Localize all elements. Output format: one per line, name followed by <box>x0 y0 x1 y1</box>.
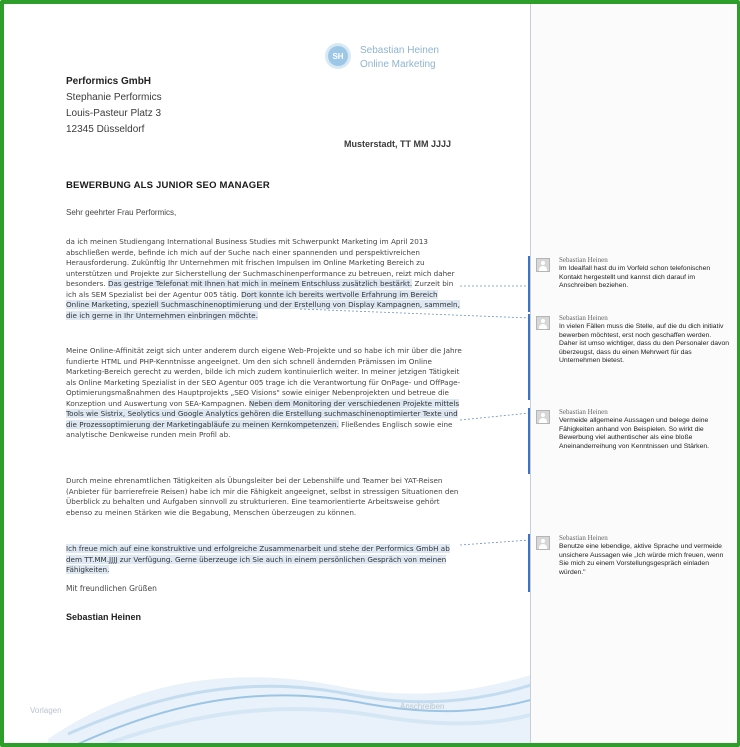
salutation: Sehr geehrter Frau Performics, <box>66 208 177 217</box>
comment-3[interactable] <box>534 408 734 474</box>
comment-text: In vielen Fällen muss die Stelle, auf die du dich initiativ bewerben möchtest, erst noch geschaffen werden. Daher ist umso wichtiger, dass du den Personaler davon überzeugst, dass du einen Mehrwert für das Unternehmen bietest. <box>559 323 730 365</box>
recipient-street: Louis-Pasteur Platz 3 <box>66 108 162 119</box>
letter-subject: BEWERBUNG ALS JUNIOR SEO MANAGER <box>66 180 270 191</box>
comment-1[interactable] <box>534 256 734 312</box>
highlighted-text-3[interactable]: Neben dem Monitoring der verschiedenen Projekte mittels Tools wie Sistrix, Seolytics und Google Analytics gehören die Erstellung suchmaschinenoptimierter Texte und die Prozessoptimierung der Marketingabläufe zu meinen Kernkompetenzen. <box>66 398 460 429</box>
paragraph-text: Zurzeit bin ich als SEM Spezialist bei der Agentur 005 tätig. <box>66 279 454 299</box>
paragraph-text: Durch meine ehrenamtlichen Tätigkeiten als Übungsleiter bei der Lebenshilfe und Teamer bei YAT-Reisen (Anbieter für barrierefreie Reisen) habe ich mir die Fähigkeit angeeignet, selbst in stressigen Situationen den Überblick zu behalten und Aufgaben sinnvoll zu strukturieren. Eine teamorientierte Arbeitsweise gehört ebenso zu meinen Stärken wie die Begabung, Menschen überzeugen zu können. <box>66 476 459 517</box>
comment-text: Im Idealfall hast du im Vorfeld schon telefonischen Kontakt hergestellt und kannst dich darauf im Anschreiben beziehen. <box>559 265 711 290</box>
comment-4[interactable] <box>534 534 734 592</box>
paragraph-text: da ich meinen Studiengang International Business Studies mit Schwerpunkt Marketing im April 2013 abschließen werde, befinde ich mich auf der Suche nach einer spannenden und perspektivreichen Herausforderung. Zukünftig Ihr Unternehmen mit frischen Impulsen im Online Marketing Bereich zu unterstützen und Projekte zur Sicherstellung der Suchmaschinenperformance zu betreuen, reizt mich daher besonders. <box>66 237 455 288</box>
avatar-icon <box>536 258 550 272</box>
recipient-person: Stephanie Performics <box>66 92 162 103</box>
comment-2[interactable] <box>534 314 734 400</box>
footer-right: Anschreiben <box>400 702 445 711</box>
footer-left: Vorlagen <box>30 706 62 715</box>
signature: Sebastian Heinen <box>66 612 142 622</box>
avatar-icon <box>536 410 550 424</box>
comment-bar <box>528 314 530 400</box>
paragraph-text: Meine Online-Affinität zeigt sich unter anderem durch eigene Web-Projekte und so habe ich mir über die Jahre fundierte HTML und PHP-Kenntnisse angeeignet. Um den sich schnell ändernden Prämissen im Online Marketing-Bereich gerecht zu werden, bilde ich mich zudem kontinuierlich weiter. In meiner jetzigen Tätigkeit als Online Marketing Spezialist in der SEO Agentur 005 trage ich die Verantwortung für OnPage- und OffPage-Optimierungsmaßnahmen des Hauptprojekts „SEO Visions" sowie einiger Nebenprojekten und betreue die Konzeption und Auswertung von SEA-Kampagnen. <box>66 346 462 408</box>
comment-bar <box>528 408 530 474</box>
comment-author: Sebastian Heinen <box>559 314 608 322</box>
closing: Mit freundlichen Grüßen <box>66 584 157 593</box>
paragraph-2 <box>66 346 462 441</box>
comment-bar <box>528 256 530 312</box>
comment-bar <box>528 534 530 592</box>
logo-icon <box>324 42 352 70</box>
highlighted-text-2[interactable]: Dort konnte ich bereits wertvolle Erfahrung im Bereich Online Marketing, speziell Suchmaschinenoptimierung und der Erstellung von Display Kampagnen, sammeln, die ich gerne in Ihr Unternehmen einbringen möchte. <box>66 289 460 320</box>
comment-text: Vermeide allgemeine Aussagen und belege deine Fähigkeiten anhand von Beispielen. So wirkt die Bewerbung viel authentischer als eine bloße Aneinanderreihung von Kenntnissen und Stärken. <box>559 417 710 450</box>
logo-name: Sebastian Heinen <box>360 45 439 56</box>
comment-author: Sebastian Heinen <box>559 534 608 542</box>
city-date: Musterstadt, TT MM JJJJ <box>344 139 452 149</box>
recipient-company: Performics GmbH <box>66 76 152 87</box>
paragraph-text: Fließendes Englisch sowie eine analytische Denkweise runden mein Profil ab. <box>66 419 453 439</box>
comment-author: Sebastian Heinen <box>559 408 608 416</box>
logo-initials: SH <box>332 52 344 61</box>
comment-author: Sebastian Heinen <box>559 256 608 264</box>
recipient-address <box>66 74 162 138</box>
highlighted-text-4[interactable]: Ich freue mich auf eine konstruktive und erfolgreiche Zusammenarbeit und stehe der Performics GmbH ab dem TT.MM.JJJJ zur Verfügung. Gerne überzeuge ich Sie auch in einem persönlichen Gespräch von meinen Fähigkeiten. <box>66 544 450 574</box>
paragraph-4 <box>66 544 462 576</box>
highlighted-text-1[interactable]: Das gestrige Telefonat mit Ihnen hat mich in meinem Entschluss zusätzlich bestärkt. <box>107 279 413 288</box>
logo-tagline: Online Marketing <box>360 59 436 70</box>
decorative-wave <box>8 644 530 743</box>
logo-text <box>360 44 439 72</box>
avatar-icon <box>536 536 550 550</box>
paragraph-1 <box>66 237 462 321</box>
comment-text: Benutze eine lebendige, aktive Sprache und vermeide unsichere Aussagen wie „Ich würde mich freuen, wenn Sie mich zu einem Vorstellungsgespräch einladen würden." <box>559 543 724 576</box>
avatar-icon <box>536 316 550 330</box>
recipient-city: 12345 Düsseldorf <box>66 124 145 135</box>
paragraph-3 <box>66 476 462 518</box>
